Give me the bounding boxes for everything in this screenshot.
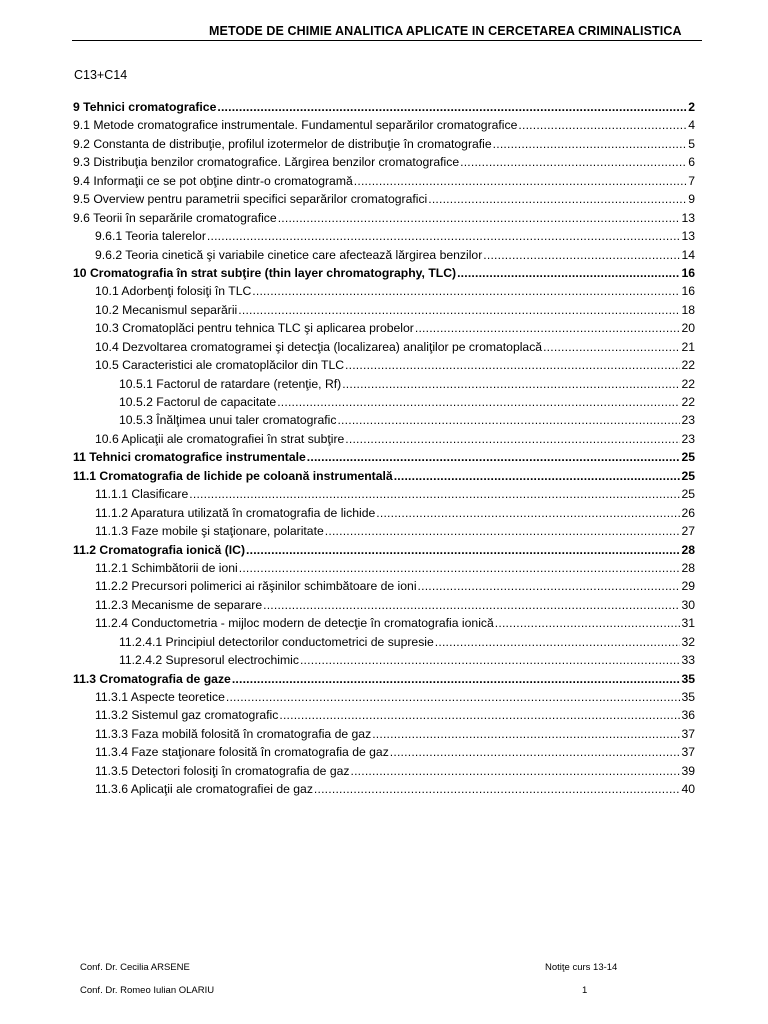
toc-entry-page-number: 25 bbox=[681, 450, 695, 465]
toc-dot-leader bbox=[483, 246, 680, 264]
toc-entry[interactable] bbox=[73, 356, 695, 374]
toc-entry[interactable] bbox=[73, 430, 695, 448]
toc-dot-leader bbox=[277, 393, 680, 411]
toc-entry-page-number: 25 bbox=[681, 487, 695, 502]
toc-dot-leader bbox=[232, 670, 681, 688]
toc-entry[interactable] bbox=[73, 596, 695, 614]
toc-entry[interactable] bbox=[73, 670, 695, 688]
toc-entry[interactable] bbox=[73, 541, 695, 559]
toc-entry-label: 11.3.5 Detectori folosiţi în cromatografia de gaz bbox=[95, 763, 350, 778]
toc-entry-label: 9.6.2 Teoria cinetică şi variabile cinetice care afectează lărgirea benzilor bbox=[95, 247, 483, 262]
toc-dot-leader bbox=[307, 448, 681, 466]
toc-entry-label: 11.3.3 Faza mobilă folosită în cromatografia de gaz bbox=[95, 726, 372, 741]
toc-entry-label: 10 Cromatografia în strat subţire (thin layer chromatography, TLC) bbox=[73, 265, 457, 280]
toc-entry[interactable] bbox=[73, 448, 695, 466]
toc-entry-page-number: 36 bbox=[681, 708, 695, 723]
toc-entry-label: 10.6 Aplicaţii ale cromatografiei în strat subţire bbox=[95, 431, 345, 446]
toc-entry[interactable] bbox=[73, 485, 695, 503]
toc-entry-label: 11.1.3 Faze mobile şi staţionare, polaritate bbox=[95, 524, 324, 539]
toc-entry[interactable] bbox=[73, 319, 695, 337]
toc-entry-page-number: 40 bbox=[681, 782, 695, 797]
toc-entry-label: 11.2.1 Schimbătorii de ioni bbox=[95, 560, 238, 575]
toc-entry-page-number: 21 bbox=[681, 339, 695, 354]
toc-dot-leader bbox=[376, 504, 680, 522]
toc-dot-leader bbox=[246, 541, 680, 559]
toc-dot-leader bbox=[189, 485, 680, 503]
toc-entry-label: 11.3.1 Aspecte teoretice bbox=[95, 690, 225, 704]
toc-entry-label: 9.1 Metode cromatografice instrumentale. Fundamentul separărilor cromatografice bbox=[73, 118, 518, 133]
toc-dot-leader bbox=[300, 651, 680, 669]
toc-dot-leader bbox=[354, 172, 687, 190]
toc-entry-label: 10.5.3 Înălţimea unui taler cromatografic bbox=[119, 413, 337, 428]
toc-entry-page-number: 33 bbox=[681, 653, 695, 668]
toc-entry-label: 11 Tehnici cromatografice instrumentale bbox=[73, 450, 306, 465]
toc-entry[interactable] bbox=[73, 522, 695, 540]
toc-entry-label: 9 Tehnici cromatografice bbox=[73, 100, 217, 114]
toc-dot-leader bbox=[345, 356, 680, 374]
toc-entry[interactable] bbox=[73, 577, 695, 595]
toc-dot-leader bbox=[342, 375, 680, 393]
toc-entry-page-number: 2 bbox=[688, 100, 695, 114]
toc-entry-label: 11.3 Cromatografia de gaze bbox=[73, 671, 231, 686]
toc-dot-leader bbox=[351, 762, 681, 780]
toc-entry[interactable] bbox=[73, 338, 695, 356]
toc-dot-leader bbox=[252, 282, 680, 300]
toc-dot-leader bbox=[372, 725, 680, 743]
toc-entry[interactable] bbox=[73, 301, 695, 319]
toc-dot-leader bbox=[457, 264, 680, 282]
toc-entry-page-number: 25 bbox=[681, 468, 695, 483]
toc-entry-label: 10.4 Dezvoltarea cromatogramei şi detecţia (localizarea) analiţilor pe cromatoplacă bbox=[95, 339, 543, 354]
header-divider bbox=[72, 40, 702, 41]
toc-entry-label: 11.2.2 Precursori polimerici ai răşinilor schimbătoare de ioni bbox=[95, 579, 417, 594]
toc-entry-page-number: 16 bbox=[681, 265, 695, 280]
toc-entry-page-number: 31 bbox=[681, 616, 695, 631]
toc-entry-page-number: 13 bbox=[681, 210, 695, 225]
toc-entry-label: 10.5 Caracteristici ale cromatoplăcilor din TLC bbox=[95, 358, 345, 373]
toc-entry[interactable] bbox=[73, 375, 695, 393]
toc-entry-page-number: 14 bbox=[681, 247, 695, 262]
toc-entry-label: 11.2 Cromatografia ionică (IC) bbox=[73, 542, 246, 557]
toc-entry-label: 11.2.4.2 Supresorul electrochimic bbox=[119, 653, 299, 668]
toc-entry-label: 11.3.4 Faze staţionare folosită în cromatografia de gaz bbox=[95, 745, 389, 760]
toc-dot-leader bbox=[325, 522, 681, 540]
toc-entry-page-number: 37 bbox=[681, 745, 695, 760]
footer-author-2: Conf. Dr. Romeo Iulian OLARIU bbox=[80, 985, 215, 996]
toc-entry-page-number: 22 bbox=[681, 395, 695, 409]
toc-entry[interactable] bbox=[73, 135, 695, 153]
toc-dot-leader bbox=[460, 153, 687, 171]
toc-entry-page-number: 30 bbox=[681, 597, 695, 612]
toc-entry-label: 9.2 Constanta de distribuţie, profilul izotermelor de distribuţie în cromatografie bbox=[73, 136, 492, 151]
toc-entry-label: 10.1 Adorbenţi folosiţi în TLC bbox=[95, 284, 252, 299]
toc-entry-label: 11.1 Cromatografia de lichide pe coloană instrumentală bbox=[73, 468, 393, 483]
toc-entry[interactable] bbox=[73, 762, 695, 780]
toc-entry-page-number: 16 bbox=[681, 284, 695, 299]
toc-dot-leader bbox=[239, 559, 681, 577]
toc-entry[interactable] bbox=[73, 190, 695, 208]
toc-entry[interactable] bbox=[73, 504, 695, 522]
footer-course-notes: Notiţe curs 13-14 bbox=[545, 962, 618, 973]
toc-dot-leader bbox=[217, 98, 687, 116]
toc-entry[interactable] bbox=[73, 614, 695, 632]
toc-entry[interactable] bbox=[73, 172, 695, 190]
toc-entry-page-number: 22 bbox=[681, 376, 695, 391]
toc-entry-label: 9.4 Informaţii ce se pot obţine dintr-o cromatogramă bbox=[73, 173, 353, 188]
toc-entry-page-number: 23 bbox=[681, 431, 695, 446]
toc-dot-leader bbox=[263, 596, 680, 614]
toc-entry-label: 11.1.2 Aparatura utilizată în cromatografia de lichide bbox=[95, 505, 376, 520]
course-code: C13+C14 bbox=[74, 68, 128, 82]
toc-entry[interactable] bbox=[73, 633, 695, 651]
toc-entry-page-number: 6 bbox=[688, 155, 695, 170]
toc-entry[interactable] bbox=[73, 393, 695, 411]
toc-entry-label: 9.5 Overview pentru parametrii specifici separărilor cromatografici bbox=[73, 192, 428, 207]
toc-dot-leader bbox=[390, 743, 681, 761]
toc-entry[interactable] bbox=[73, 467, 695, 485]
toc-entry[interactable] bbox=[73, 282, 695, 300]
toc-dot-leader bbox=[207, 227, 681, 245]
toc-entry[interactable] bbox=[73, 227, 695, 245]
toc-entry-page-number: 18 bbox=[681, 302, 695, 317]
toc-dot-leader bbox=[435, 633, 681, 651]
toc-dot-leader bbox=[345, 430, 680, 448]
toc-entry[interactable] bbox=[73, 651, 695, 669]
toc-entry-label: 9.6.1 Teoria talerelor bbox=[95, 229, 206, 244]
toc-entry-page-number: 13 bbox=[681, 229, 695, 244]
toc-entry-page-number: 28 bbox=[681, 560, 695, 575]
toc-entry[interactable] bbox=[73, 209, 695, 227]
toc-dot-leader bbox=[226, 688, 681, 706]
toc-entry-label: 11.2.4 Conductometria - mijloc modern de detecţie în cromatografia ionică bbox=[95, 616, 494, 631]
toc-dot-leader bbox=[418, 577, 681, 595]
toc-dot-leader bbox=[394, 467, 681, 485]
toc-entry-page-number: 26 bbox=[681, 505, 695, 520]
toc-entry-label: 10.5.1 Factorul de ratardare (retenţie, Rf) bbox=[119, 376, 342, 391]
toc-entry-page-number: 22 bbox=[681, 358, 695, 373]
toc-entry-page-number: 4 bbox=[688, 118, 695, 133]
toc-entry[interactable] bbox=[73, 264, 695, 282]
toc-entry[interactable] bbox=[73, 688, 695, 706]
toc-entry-label: 11.2.3 Mecanisme de separare bbox=[95, 597, 263, 612]
toc-entry-page-number: 28 bbox=[681, 542, 695, 557]
toc-dot-leader bbox=[543, 338, 680, 356]
toc-entry-label: 11.1.1 Clasificare bbox=[95, 487, 189, 502]
toc-entry-page-number: 39 bbox=[681, 763, 695, 778]
toc-entry-label: 10.3 Cromatoplăci pentru tehnica TLC şi aplicarea probelor bbox=[95, 321, 414, 336]
toc-entry-label: 9.6 Teorii în separările cromatografice bbox=[73, 210, 277, 225]
toc-dot-leader bbox=[493, 135, 688, 153]
toc-entry[interactable] bbox=[73, 559, 695, 577]
toc-entry-label: 9.3 Distribuţia benzilor cromatografice. Lărgirea benzilor cromatografice bbox=[73, 155, 460, 170]
toc-entry[interactable] bbox=[73, 706, 695, 724]
toc-entry-page-number: 20 bbox=[681, 321, 695, 336]
toc-entry[interactable] bbox=[73, 780, 695, 798]
toc-entry-page-number: 37 bbox=[681, 726, 695, 741]
toc-dot-leader bbox=[495, 614, 681, 632]
table-of-contents bbox=[73, 98, 695, 799]
toc-entry-label: 11.3.2 Sistemul gaz cromatografic bbox=[95, 708, 279, 723]
toc-entry-page-number: 9 bbox=[688, 192, 695, 207]
toc-entry-page-number: 35 bbox=[681, 690, 695, 704]
toc-entry-page-number: 27 bbox=[681, 524, 695, 539]
page-header-title: METODE DE CHIMIE ANALITICA APLICATE IN CERCETAREA CRIMINALISTICA bbox=[209, 24, 682, 38]
footer-author-1: Conf. Dr. Cecilia ARSENE bbox=[80, 962, 190, 973]
footer-page-number: 1 bbox=[582, 985, 588, 996]
toc-entry[interactable] bbox=[73, 725, 695, 743]
toc-dot-leader bbox=[279, 706, 680, 724]
toc-entry-page-number: 23 bbox=[681, 413, 695, 428]
toc-entry-page-number: 29 bbox=[681, 579, 695, 594]
toc-dot-leader bbox=[415, 319, 681, 337]
toc-dot-leader bbox=[314, 780, 681, 798]
toc-entry-page-number: 5 bbox=[688, 136, 695, 151]
toc-entry[interactable] bbox=[73, 98, 695, 116]
toc-entry-page-number: 7 bbox=[688, 173, 695, 188]
toc-dot-leader bbox=[428, 190, 687, 208]
toc-entry[interactable] bbox=[73, 116, 695, 134]
toc-entry[interactable] bbox=[73, 246, 695, 264]
toc-dot-leader bbox=[337, 411, 680, 429]
toc-dot-leader bbox=[238, 301, 680, 319]
toc-entry-label: 11.3.6 Aplicaţii ale cromatografiei de gaz bbox=[95, 782, 313, 797]
toc-entry-label: 10.2 Mecanismul separării bbox=[95, 302, 238, 317]
toc-entry-label: 10.5.2 Factorul de capacitate bbox=[119, 395, 277, 409]
toc-entry-label: 11.2.4.1 Principiul detectorilor conductometrici de supresie bbox=[119, 634, 434, 649]
toc-entry[interactable] bbox=[73, 153, 695, 171]
toc-entry[interactable] bbox=[73, 411, 695, 429]
toc-dot-leader bbox=[278, 209, 681, 227]
toc-dot-leader bbox=[518, 116, 687, 134]
toc-entry-page-number: 32 bbox=[681, 634, 695, 649]
toc-entry[interactable] bbox=[73, 743, 695, 761]
toc-entry-page-number: 35 bbox=[681, 671, 695, 686]
